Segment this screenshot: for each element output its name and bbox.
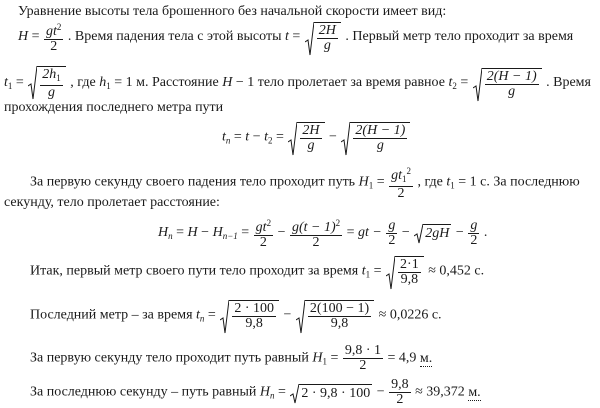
subscript-n: n	[168, 231, 173, 242]
equals-sign: =	[346, 225, 355, 241]
radical-sign-icon	[305, 22, 314, 56]
sqrt-2H-over-g	[288, 122, 324, 153]
subscript-1: 1	[402, 174, 407, 184]
subscript-1: 1	[368, 180, 374, 191]
denominator-9.8: 9,8	[400, 272, 419, 287]
subscript-n: n	[269, 390, 275, 401]
fraction-gt2-over-2	[44, 20, 63, 54]
fraction-gt2-over-2	[254, 216, 273, 250]
numerator-2H-1: 2(H − 1)	[486, 68, 537, 84]
period: .	[483, 225, 488, 241]
result-Hn: ≈ 39,372	[415, 384, 465, 400]
numerator-2x100: 2 · 100	[234, 301, 274, 316]
var-t: t	[361, 263, 366, 279]
var-H: H	[158, 225, 169, 241]
var-t2: t	[448, 75, 453, 91]
numerator-gt: gt	[255, 220, 267, 235]
numerator-g: g	[470, 217, 478, 233]
formula-line-H1-value	[30, 344, 432, 373]
sqrt-2H-1-over-g	[473, 68, 542, 99]
equals-sign: =	[15, 75, 24, 91]
var-H: H	[222, 75, 233, 91]
minus-sign: −	[329, 129, 337, 145]
exponent-2: 2	[406, 166, 411, 176]
subscript-1: 1	[106, 81, 111, 92]
denominator-2: 2	[312, 235, 320, 250]
sqrt-2h1-over-g	[28, 66, 66, 100]
var-t2: t	[264, 129, 268, 145]
denominator-2: 2	[396, 392, 404, 407]
numerator-2H: 2H	[302, 123, 320, 138]
var-t: t	[245, 129, 250, 145]
formula-line-t1-t2	[4, 66, 591, 100]
equals-sign: =	[233, 129, 242, 145]
text-last: = 1 с. За последнюю	[458, 174, 580, 190]
denominator-2: 2	[470, 232, 478, 248]
denominator-2: 2	[397, 186, 405, 201]
denominator-2: 2	[50, 39, 58, 54]
denominator-2: 2	[359, 358, 367, 373]
radical-sign-icon	[288, 122, 297, 156]
subscript-1: 1	[322, 356, 327, 367]
text-where: , где	[70, 75, 96, 91]
formula-line-t1-value	[30, 256, 484, 287]
var-h: h	[99, 75, 107, 91]
text-distance: − 1 тело пролетает за время равное	[235, 75, 445, 91]
equals-sign: =	[31, 29, 40, 45]
equals-sign: =	[176, 225, 185, 241]
var-t: t	[4, 75, 8, 91]
exponent-2: 2	[335, 218, 341, 228]
equals-sign: =	[275, 129, 284, 145]
text-where: , где	[417, 174, 443, 190]
minus-sign: −	[201, 225, 210, 241]
equals-sign: =	[241, 225, 250, 241]
radicand-2gH: 2gH	[425, 226, 450, 241]
numerator-gt: gt	[391, 168, 402, 183]
radical-sign-icon	[341, 122, 350, 156]
paragraph-intro: Уравнение высоты тела брошенного без начальной скорости имеет вид:	[18, 4, 447, 19]
formula-line-height	[18, 20, 573, 54]
denominator-g: g	[376, 138, 384, 153]
var-H: H	[312, 350, 323, 366]
text-last-meter-time: Последний метр – за время	[30, 307, 193, 323]
term-gt: gt −	[358, 225, 382, 241]
var-t: t	[446, 174, 451, 190]
result-tn: ≈ 0,0226 с.	[378, 307, 442, 323]
minus-sign: −	[283, 307, 292, 323]
sqrt-2H-over-g	[305, 22, 341, 53]
unit-m: м.	[419, 350, 433, 366]
equals-sign: =	[460, 75, 469, 91]
equals-sign: =	[207, 307, 216, 323]
text-h-equals: = 1 м. Расстояние	[114, 75, 219, 91]
numerator-2h: 2h	[42, 67, 57, 82]
subscript-1: 1	[56, 73, 61, 83]
paragraph-last-meter: прохождения последнего метра пути	[4, 100, 224, 115]
denominator-9.8: 9,8	[245, 316, 263, 331]
radical-sign-icon	[296, 300, 305, 334]
sqrt-2-over-9.8	[386, 256, 424, 287]
fraction-9.8-over-2	[343, 344, 383, 373]
text-first-meter: . Первый метр тело проходит за время	[345, 29, 574, 45]
var-t: t	[196, 307, 200, 323]
numerator-2x99: 2(100 − 1)	[309, 301, 370, 316]
minus-sign: −	[376, 384, 385, 400]
minus-sign: −	[252, 129, 261, 145]
sqrt-198-over-9.8	[296, 300, 374, 331]
formula-tn	[222, 122, 411, 153]
subscript-1: 1	[450, 180, 455, 191]
subscript-n: n	[199, 313, 205, 324]
minus-sign: −	[277, 225, 286, 241]
equals-sign: =	[330, 350, 339, 366]
var-H: H	[358, 174, 369, 190]
radical-sign-icon	[473, 68, 482, 102]
sqrt-200-over-9.8	[220, 300, 279, 331]
radicand-2x9.8x100: 2 · 9,8 · 100	[301, 385, 371, 401]
denominator-2: 2	[259, 235, 267, 250]
fraction-g-over-2	[468, 219, 479, 248]
formula-line-Hn-value	[30, 378, 481, 407]
formula-line-tn-value	[30, 300, 442, 331]
radical-sign-icon	[386, 256, 395, 290]
numerator-g: g	[388, 217, 396, 233]
subscript-n: n	[225, 135, 231, 146]
subscript-2: 2	[267, 135, 273, 146]
var-H: H	[259, 384, 270, 400]
numerator-2H: 2H	[318, 22, 336, 38]
denominator-g: g	[323, 37, 331, 53]
subscript-1: 1	[365, 269, 371, 280]
denominator-g: g	[48, 85, 56, 100]
text-fall-time: . Время падения тела с этой высоты	[67, 29, 282, 45]
denominator-g: g	[508, 83, 516, 99]
result-H1: = 4,9	[387, 350, 417, 366]
equals-sign: =	[292, 29, 301, 45]
fraction-gt1sq-over-2	[389, 164, 413, 201]
text-last-second-path: За последнюю секунду – путь равный	[30, 384, 257, 400]
var-t: t	[222, 129, 226, 145]
subscript-1: 1	[7, 81, 13, 92]
denominator-g: g	[307, 138, 315, 153]
var-H: H	[212, 225, 223, 241]
equals-sign: =	[373, 263, 382, 279]
var-t: t	[285, 29, 289, 45]
equals-sign: =	[376, 174, 385, 190]
radical-sign-icon	[28, 66, 37, 100]
numerator-gt: gt	[46, 24, 57, 39]
equals-sign: =	[277, 384, 286, 400]
text-first-second: За первую секунду своего падения тело проходит путь	[30, 174, 356, 190]
minus-sign: −	[455, 225, 464, 241]
formula-Hn	[158, 216, 487, 250]
denominator-2: 2	[388, 232, 396, 248]
numerator-9.8x1: 9,8 · 1	[344, 343, 382, 358]
sqrt-2x9.8x100	[290, 384, 372, 402]
var-H: H	[187, 225, 198, 241]
numerator-g-t-1: g(t − 1)	[291, 220, 336, 235]
text-first-second-path: За первую секунду тело проходит путь равный	[30, 350, 309, 366]
subscript-2: 2	[452, 81, 457, 92]
equals-sign: −	[401, 225, 410, 241]
radical-sign-icon	[290, 384, 299, 404]
result-t1: ≈ 0,452 с.	[428, 263, 485, 279]
numerator-2H-1: 2(H − 1)	[355, 123, 406, 138]
denominator-9.8: 9,8	[330, 316, 349, 331]
radical-sign-icon	[414, 224, 423, 244]
sqrt-2H-1-over-g	[341, 122, 410, 153]
paragraph-second-distance: секунду, тело пролетает расстояние:	[4, 195, 220, 210]
fraction-9.8-over-2	[389, 378, 411, 407]
exponent-2: 2	[56, 22, 62, 32]
exponent-2: 2	[266, 218, 272, 228]
numerator-2x1: 2·1	[400, 257, 419, 272]
fraction-g-over-2	[386, 219, 397, 248]
var-H: H	[18, 29, 29, 45]
numerator-9.8: 9,8	[391, 377, 409, 392]
sqrt-2gH	[414, 224, 451, 242]
subscript-n-1: n−1	[222, 231, 238, 242]
text-first-meter-time: Итак, первый метр своего пути тело проходит за время	[30, 263, 359, 279]
radical-sign-icon	[220, 300, 229, 334]
unit-m: м.	[468, 384, 481, 400]
text-time: . Время	[546, 75, 591, 91]
fraction-gt-1-sq-over-2	[290, 216, 342, 250]
